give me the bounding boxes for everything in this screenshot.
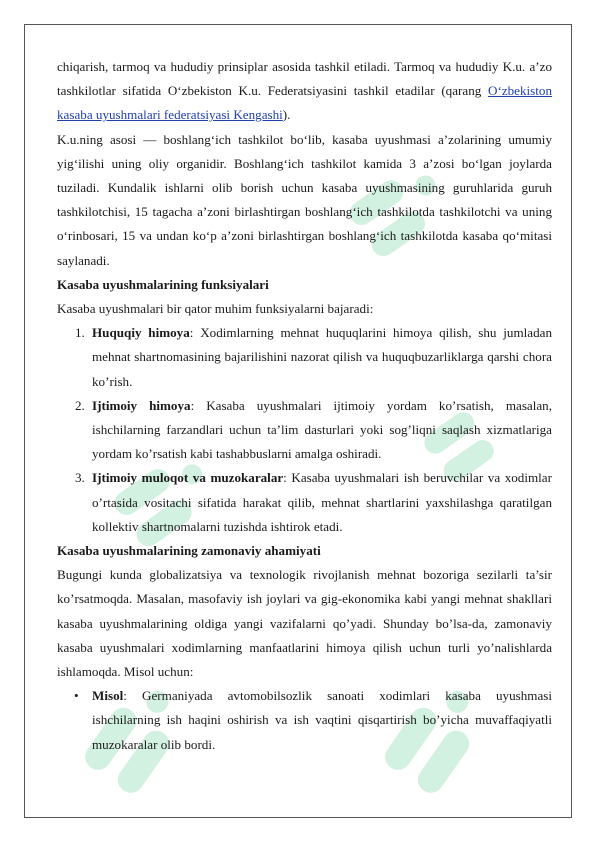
intro-ref-close: ).	[282, 107, 291, 123]
list-item	[57, 394, 552, 467]
list-item-title: Huquqiy himoya	[92, 325, 190, 341]
list-item	[57, 321, 552, 394]
list-number: 1.	[75, 325, 85, 341]
document-body	[57, 55, 552, 757]
intro-ref-open: (qarang	[441, 83, 488, 99]
modern-paragraph: Bugungi kunda globalizatsiya va texnologik rivojlanish mehnat bozoriga sezilarli ta’sir ko’rsatmoqda. Masalan, masofaviy ish joylari va gig-ekonomika kabi yangi mehnat shakllari kasaba uyushmalarining oldiga yangi vazifalarni qo’yadi. Shunday bo’lsa-da, zamonaviy kasaba uyushmalari xodimlarning manfaatlarini himoya qilish uchun turli yo’nalishlarda ishlamoqda. Misol uchun:	[57, 567, 552, 680]
intro-paragraph	[57, 55, 552, 128]
list-item-title: Ijtimoiy himoya	[92, 397, 191, 413]
list-item	[57, 466, 552, 539]
functions-list	[57, 321, 552, 539]
list-number: 2.	[75, 397, 85, 413]
list-item-text: : Xodimlarning mehnat huquqlarini himoya qilish, shu jumladan mehnat shartnomasining bajarilishini nazorat qilish va huquqbuzarliklarga qarshi chora ko’rish.	[92, 325, 552, 389]
list-item	[57, 684, 552, 757]
bullet-icon: •	[74, 688, 79, 704]
list-item-text: : Kasaba uyushmalari ijtimoiy yordam ko’rsatish, masalan, ishchilarning farzandlari uchun ta’lim dasturlari yoki sog’liqni saqlash xizmatlariga yordam ko’rsatish kabi tashabbuslarni amalga oshiradi.	[92, 397, 552, 462]
list-item-title: Ijtimoiy muloqot va muzokaralar	[92, 470, 284, 486]
modern-heading: Kasaba uyushmalarining zamonaviy ahamiyati	[57, 543, 321, 559]
intro-text: chiqarish, tarmoq va hududiy prinsiplar asosida tashkil etiladi. Tarmoq va hududiy K.u. a’zo tashkilotlar sifatida O‘zbekiston K.u. Federatsiyasini tashkil etadilar	[57, 59, 552, 99]
federation-council-link[interactable]: O‘zbekiston kasaba uyushmalari federatsiyasi Kengashi	[57, 83, 552, 123]
list-item-text: : Kasaba uyushmalari ish beruvchilar va xodimlar o’rtasida vositachi sifatida harakat qilib, mehnat shartlarini yaxshilashga qaratilgan kollektiv shartnomalarni tuzishda ishtirok etadi.	[92, 470, 552, 534]
example-list	[57, 684, 552, 757]
basis-paragraph: K.u.ning asosi — boshlang‘ich tashkilot bo‘lib, kasaba uyushmasi a’zolarining umumiy yig‘ilishi uning oliy organidir. Boshlang‘ich tashkilot kamida 3 a’zosi bo‘lgan joylarda tuziladi. Kundalik ishlarni olib borish uchun kasaba uyushmasining guruhlarida guruh tashkilotchisi, 15 tagacha a’zoni birlashtirgan boshlang‘ich tashkilotda tashkilotchi va uning o‘rinbosari, 15 va undan ko‘p a’zoni birlashtirgan boshlang‘ich tashkilotda kasaba qo‘mitasi saylanadi.	[57, 131, 552, 268]
functions-intro: Kasaba uyushmalari bir qator muhim funksiyalarni bajaradi:	[57, 301, 374, 317]
list-number: 3.	[75, 470, 85, 486]
functions-heading: Kasaba uyushmalarining funksiyalari	[57, 276, 269, 292]
list-item-title: Misol	[92, 688, 124, 704]
list-item-text: : Germaniyada avtomobilsozlik sanoati xodimlari kasaba uyushmasi ishchilarning ish haqini oshirish va ish vaqtini qisqartirish bo’yicha muvaffaqiyatli muzokaralar olib bordi.	[92, 688, 552, 752]
